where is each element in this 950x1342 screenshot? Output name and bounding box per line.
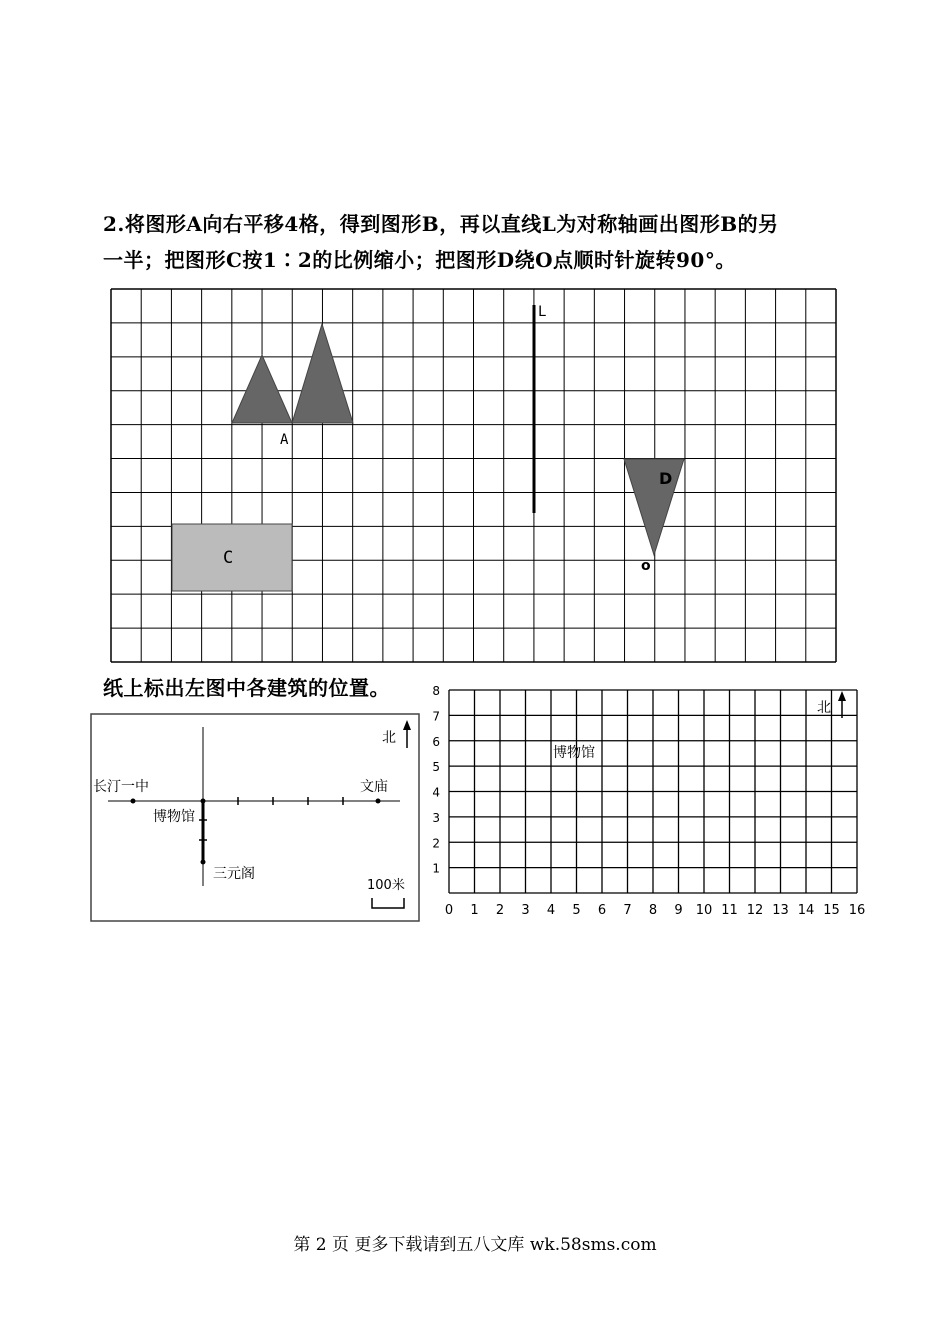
- coordinate-y-ticks: [432, 684, 440, 876]
- map-scale-bar: [372, 898, 404, 908]
- x-tick-label: 15: [823, 903, 840, 918]
- map-scale-label: 100米: [367, 878, 405, 893]
- y-tick-label: 8: [432, 684, 440, 698]
- main-grid-lines: [111, 289, 836, 662]
- x-tick-label: 5: [572, 903, 581, 918]
- label-c: C: [223, 548, 234, 568]
- y-tick-label: 3: [432, 810, 440, 825]
- x-tick-label: 6: [597, 903, 607, 918]
- page-footer: 第 2 页 更多下载请到五八文库 wk.58sms.com: [293, 1235, 657, 1255]
- y-tick-label: 6: [432, 734, 440, 749]
- y-tick-label: 1: [432, 861, 440, 876]
- label-a: A: [280, 432, 289, 448]
- map-point-museum: [201, 799, 206, 804]
- map-label-changting: 长汀一中: [93, 779, 149, 795]
- map-east-ticks: [238, 797, 343, 805]
- map-point-wenmiao: [376, 799, 381, 804]
- y-tick-label: 4: [432, 785, 440, 800]
- x-tick-label: 11: [721, 903, 738, 918]
- y-tick-label: 5: [432, 760, 440, 775]
- triangle-a: [232, 355, 292, 423]
- x-tick-label: 0: [444, 903, 454, 918]
- question-2-text-line-1: 2.将图形A向右平移4格，得到图形B，再以直线L为对称轴画出图形B的另: [103, 212, 779, 236]
- x-tick-label: 16: [848, 903, 866, 918]
- triangle-b: [292, 324, 353, 423]
- map-label-museum: 博物馆: [153, 809, 195, 825]
- coordinate-grid-lines: [449, 690, 857, 893]
- x-tick-label: 14: [797, 903, 815, 918]
- coordinate-x-ticks: [445, 903, 865, 918]
- x-tick-label: 2: [495, 903, 505, 918]
- map-north-arrowhead: [403, 720, 411, 730]
- map-point-sanyuange: [201, 860, 206, 865]
- x-tick-label: 1: [470, 903, 479, 918]
- label-o: o: [641, 558, 651, 574]
- map-border: [91, 714, 419, 921]
- y-tick-label: 2: [432, 836, 440, 851]
- triangle-d: [624, 459, 684, 555]
- x-tick-label: 4: [546, 903, 556, 918]
- map-north-label: 北: [382, 730, 396, 746]
- x-tick-label: 12: [746, 903, 764, 918]
- question-3-text-line-2: 纸上标出左图中各建筑的位置。: [103, 676, 390, 700]
- y-tick-label: 7: [432, 709, 440, 724]
- map-south-ticks: [199, 820, 207, 840]
- map-label-wenmiao: 文庙: [360, 779, 388, 795]
- x-tick-label: 13: [772, 903, 789, 918]
- label-l: L: [538, 304, 547, 320]
- grid-museum-label: 博物馆: [553, 745, 595, 761]
- x-tick-label: 9: [674, 903, 683, 918]
- x-tick-label: 10: [695, 903, 713, 918]
- map-label-sanyuange: 三元阁: [213, 866, 255, 882]
- x-tick-label: 7: [623, 903, 632, 918]
- x-tick-label: 3: [521, 903, 530, 918]
- label-d: D: [659, 469, 673, 488]
- map-point-changting: [131, 799, 136, 804]
- x-tick-label: 8: [648, 903, 658, 918]
- grid-north-label: 北: [817, 700, 831, 716]
- question-2-text-line-2: 一半；把图形C按1∶2的比例缩小；把图形D绕O点顺时针旋转90°。: [103, 248, 736, 272]
